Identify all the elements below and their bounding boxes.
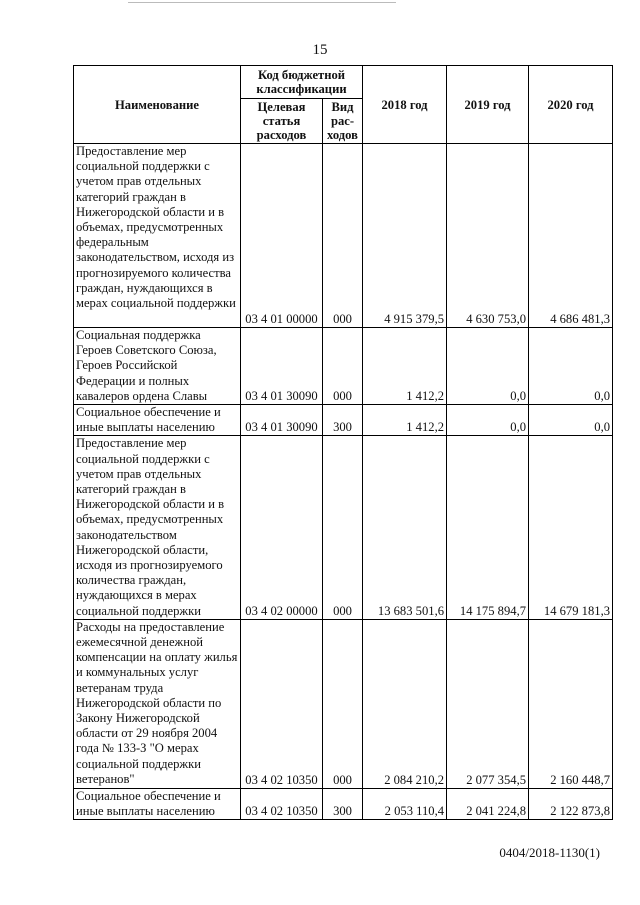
row-code: 03 4 02 10350	[241, 788, 323, 819]
row-code: 03 4 01 30090	[241, 405, 323, 436]
row-2018: 1 412,2	[363, 405, 447, 436]
row-code: 03 4 01 00000	[241, 144, 323, 328]
row-2019: 2 041 224,8	[447, 788, 529, 819]
row-2018: 2 053 110,4	[363, 788, 447, 819]
row-2019: 0,0	[447, 405, 529, 436]
row-code: 03 4 02 00000	[241, 436, 323, 619]
table-row	[74, 788, 613, 819]
row-name: Предоставление мер социальной поддержки с учетом прав отдельных категорий граждан в Нижегородской области и в объемах, предусмотренных законодательством Нижегородской области, исходя из прогнозируемого количества граждан, нуждающихся в мерах социальной поддержки	[74, 436, 241, 619]
row-type: 000	[323, 328, 363, 405]
row-type: 000	[323, 619, 363, 788]
header-name: Наименование	[74, 66, 241, 144]
row-name: Предоставление мер социальной поддержки с учетом прав отдельных категорий граждан в Нижегородской области и в объемах, предусмотренных федеральным законодательством, исходя из прогнозируемого количества граждан, нуждающихся в мерах социальной поддержки	[74, 144, 241, 328]
header-target: Целевая статья расходов	[241, 99, 323, 144]
header-2018: 2018 год	[363, 66, 447, 144]
row-type: 000	[323, 436, 363, 619]
row-code: 03 4 02 10350	[241, 619, 323, 788]
table-row	[74, 144, 613, 328]
row-2019: 4 630 753,0	[447, 144, 529, 328]
table-row	[74, 436, 613, 619]
row-2020: 14 679 181,3	[529, 436, 613, 619]
row-type: 000	[323, 144, 363, 328]
header-2019: 2019 год	[447, 66, 529, 144]
table-row	[74, 405, 613, 436]
document-code: 0404/2018-1130(1)	[499, 845, 600, 860]
header-classification: Код бюджетной классификации	[241, 66, 363, 99]
row-type: 300	[323, 788, 363, 819]
row-2020: 2 160 448,7	[529, 619, 613, 788]
row-2020: 0,0	[529, 328, 613, 405]
row-2018: 2 084 210,2	[363, 619, 447, 788]
row-2020: 2 122 873,8	[529, 788, 613, 819]
row-name: Социальное обеспечение и иные выплаты населению	[74, 788, 241, 819]
row-2020: 4 686 481,3	[529, 144, 613, 328]
row-code: 03 4 01 30090	[241, 328, 323, 405]
header-2020: 2020 год	[529, 66, 613, 144]
row-name: Расходы на предоставление ежемесячной денежной компенсации на оплату жилья и коммунальных услуг ветеранам труда Нижегородской области по Закону Нижегородской области от 29 ноября 2004 года № 133-З "О мерах социальной поддержки ветеранов"	[74, 619, 241, 788]
budget-table	[73, 65, 613, 820]
row-name: Социальная поддержка Героев Советского Союза, Героев Российской Федерации и полных кавалеров ордена Славы	[74, 328, 241, 405]
table-row	[74, 328, 613, 405]
row-name: Социальное обеспечение и иные выплаты населению	[74, 405, 241, 436]
row-type: 300	[323, 405, 363, 436]
top-edge-line	[128, 2, 396, 3]
table-row	[74, 619, 613, 788]
header-type: Вид рас-ходов	[323, 99, 363, 144]
row-2019: 0,0	[447, 328, 529, 405]
row-2018: 13 683 501,6	[363, 436, 447, 619]
row-2019: 14 175 894,7	[447, 436, 529, 619]
row-2020: 0,0	[529, 405, 613, 436]
page-number: 15	[312, 42, 328, 58]
row-2018: 1 412,2	[363, 328, 447, 405]
row-2019: 2 077 354,5	[447, 619, 529, 788]
row-2018: 4 915 379,5	[363, 144, 447, 328]
